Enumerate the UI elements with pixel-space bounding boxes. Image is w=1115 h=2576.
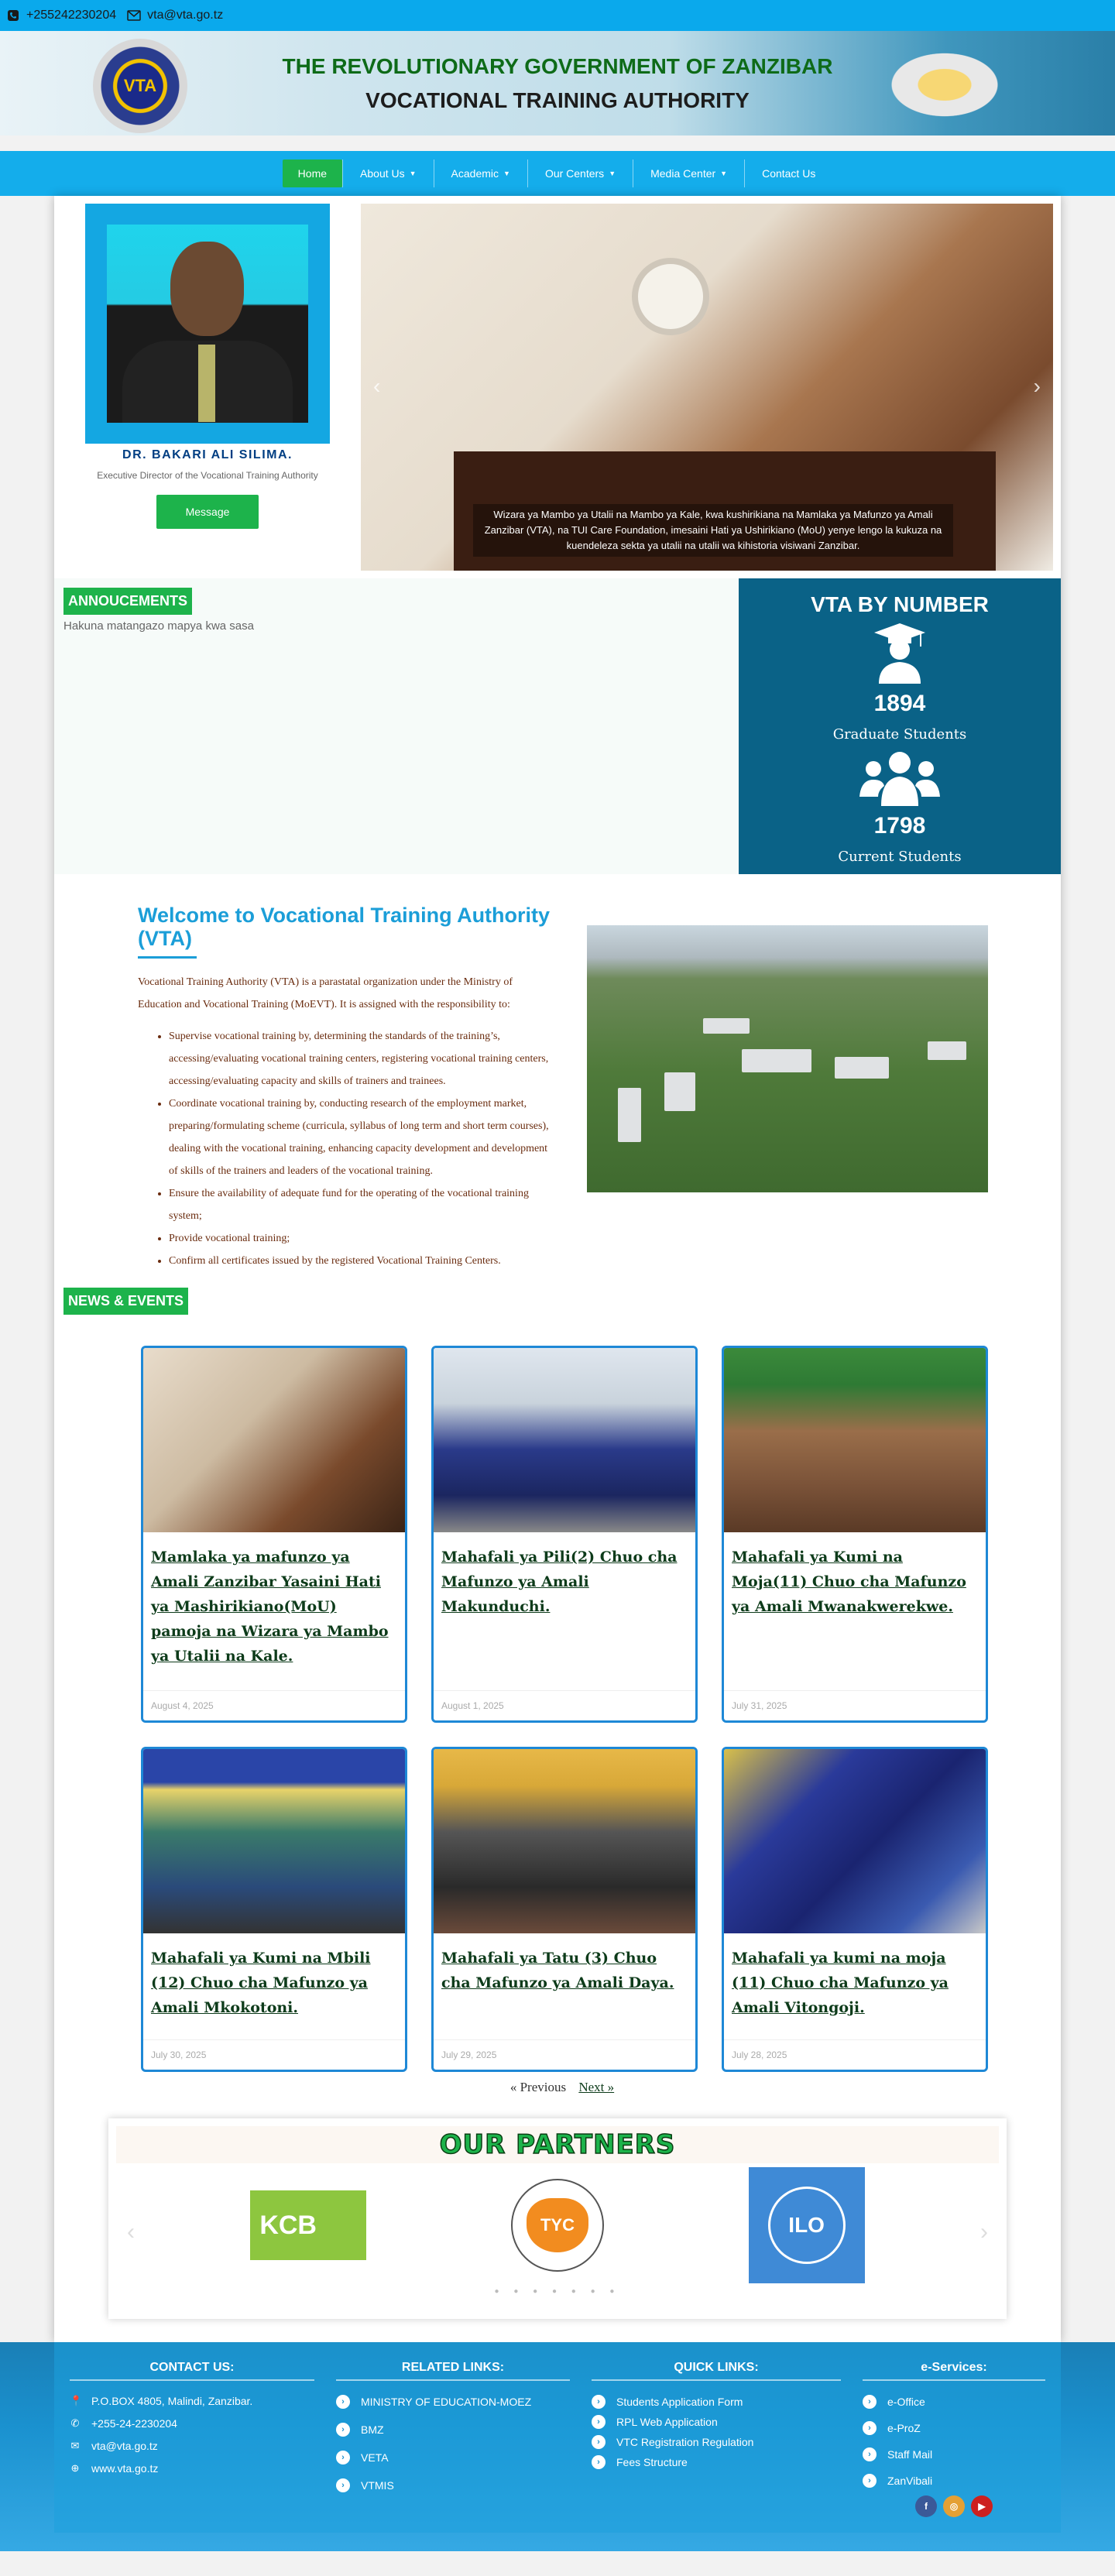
social-links xyxy=(863,2495,1045,2517)
link-text: BMZ xyxy=(361,2423,384,2436)
partners-heading-bar xyxy=(116,2126,999,2163)
news-card[interactable] xyxy=(141,1747,407,2072)
news-date: July 29, 2025 xyxy=(434,2039,695,2070)
contact-text: www.vta.go.tz xyxy=(91,2462,159,2475)
eservice-link[interactable] xyxy=(863,2474,1045,2488)
nav-label: About Us xyxy=(360,167,405,180)
nav-label: Media Center xyxy=(650,167,716,180)
list-item: • Provide vocational training; xyxy=(169,1227,556,1250)
welcome-section xyxy=(54,874,1061,1288)
nav-label: Contact Us xyxy=(762,167,816,180)
link-text: Fees Structure xyxy=(616,2456,688,2468)
news-title-link[interactable]: Mamlaka ya mafunzo ya Amali Zanzibar Yasaini Hati ya Mashirikiano(MoU) pamoja na Wizara ya Mambo ya Utalii na Kale. xyxy=(151,1549,389,1665)
contact-email[interactable] xyxy=(70,2440,314,2452)
graduate-label: Graduate Students xyxy=(832,726,967,743)
chevron-down-icon: ▼ xyxy=(720,170,728,177)
chevron-right-icon: › xyxy=(863,2447,877,2461)
slide-image-window xyxy=(632,258,709,335)
partners-prev-arrow[interactable]: ‹ xyxy=(127,2219,135,2245)
director-photo xyxy=(107,225,308,423)
announcements-panel xyxy=(54,578,739,874)
chevron-down-icon: ▼ xyxy=(609,170,616,177)
link-text: RPL Web Application xyxy=(616,2416,718,2428)
contact-text: P.O.BOX 4805, Malindi, Zanzibar. xyxy=(91,2395,253,2407)
nav-home[interactable] xyxy=(283,159,342,187)
title-underline xyxy=(138,956,197,959)
chevron-right-icon: › xyxy=(336,2423,350,2437)
footer-quick-title: QUICK LINKS: xyxy=(592,2361,841,2381)
nav-label: Academic xyxy=(451,167,499,180)
quick-link[interactable] xyxy=(592,2435,841,2449)
footer-related-links xyxy=(325,2361,581,2517)
related-link[interactable] xyxy=(336,2423,570,2437)
link-text: MINISTRY OF EDUCATION-MOEZ xyxy=(361,2396,532,2408)
link-text: e-Office xyxy=(887,2396,925,2408)
link-text: VETA xyxy=(361,2451,389,2464)
link-text: VTC Registration Regulation xyxy=(616,2436,754,2448)
welcome-title: Welcome to Vocational Training Authority (VTA) xyxy=(138,904,551,950)
news-heading: NEWS & EVENTS xyxy=(63,1288,188,1315)
related-link[interactable] xyxy=(336,2451,570,2465)
youtube-icon[interactable]: ▶ xyxy=(971,2495,993,2517)
main-nav xyxy=(0,151,1115,196)
graduate-icon xyxy=(739,622,1061,688)
globe-icon: ⊕ xyxy=(70,2462,80,2474)
link-text: Staff Mail xyxy=(887,2448,933,2461)
nav-our-centers[interactable] xyxy=(527,159,633,187)
partner-logo-ilo[interactable] xyxy=(749,2167,865,2283)
carousel-dots[interactable]: ● ● ● ● ● ● ● xyxy=(494,2287,621,2296)
news-card[interactable] xyxy=(141,1346,407,1723)
chevron-right-icon: › xyxy=(592,2435,606,2449)
partners-next-arrow[interactable]: › xyxy=(980,2219,988,2245)
announcements-heading: ANNOUCEMENTS xyxy=(63,588,192,615)
link-text: Students Application Form xyxy=(616,2396,743,2408)
nav-media-center[interactable] xyxy=(633,159,744,187)
photo-building xyxy=(742,1049,811,1072)
news-image[interactable] xyxy=(724,1348,986,1532)
link-text: e-ProZ xyxy=(887,2422,921,2434)
location-icon: 📍 xyxy=(70,2395,83,2406)
eservice-link[interactable] xyxy=(863,2395,1045,2409)
current-label: Current Students xyxy=(838,849,962,865)
photo-tie xyxy=(198,345,215,422)
top-contact-bar xyxy=(0,0,1115,31)
news-title-link[interactable]: Mahafali ya Kumi na Moja(11) Chuo cha Mafunzo ya Amali Mwanakwerekwe. xyxy=(732,1549,966,1615)
news-date: August 4, 2025 xyxy=(143,1690,405,1720)
current-count: 1798 xyxy=(873,813,926,839)
list-item: • Coordinate vocational training by, conducting research of the employment market, preparing/formulating scheme (curricula, syllabus of long term and short term courses), dealing with the vocational training, enhancing capacity development and development of skills of the trainers and leaders of the vocational training. xyxy=(169,1092,556,1182)
chevron-right-icon: › xyxy=(592,2395,606,2409)
news-title-link[interactable]: Mahafali ya Pili(2) Chuo cha Mafunzo ya Amali Makunduchi. xyxy=(441,1549,678,1615)
director-role: Executive Director of the Vocational Training Authority xyxy=(97,470,318,481)
contact-text: vta@vta.go.tz xyxy=(91,2440,158,2452)
slide-caption: Wizara ya Mambo ya Utalii na Mambo ya Kale, kwa kushirikiana na Mamlaka ya Mafunzo ya Amali Zanzibar (VTA), na TUI Care Foundation, imesaini Hati ya Ushirikiano (MoU) yenye lengo la kukuza na kuendeleza sekta ya utalii na utalii wa kihistoria visiwani Zanzibar. xyxy=(473,504,953,557)
photo-building xyxy=(928,1041,966,1060)
chevron-right-icon: › xyxy=(863,2395,877,2409)
eservice-link[interactable] xyxy=(863,2421,1045,2435)
photo-building xyxy=(703,1018,750,1034)
news-image[interactable] xyxy=(724,1749,986,1933)
topbar-email-text: vta@vta.go.tz xyxy=(147,9,224,22)
partners-title: OUR PARTNERS xyxy=(439,2129,676,2160)
chevron-down-icon: ▼ xyxy=(409,170,417,177)
news-date: July 30, 2025 xyxy=(143,2039,405,2070)
contact-text: +255-24-2230204 xyxy=(91,2417,177,2430)
users-icon xyxy=(739,750,1061,810)
pager-next[interactable]: Next » xyxy=(578,2080,615,2094)
contact-address xyxy=(70,2395,314,2407)
partners-logos xyxy=(116,2163,999,2287)
related-link[interactable] xyxy=(336,2478,570,2492)
link-text: VTMIS xyxy=(361,2479,394,2492)
welcome-text-column xyxy=(138,904,556,1272)
news-card[interactable] xyxy=(431,1346,698,1723)
news-card[interactable] xyxy=(722,1346,988,1723)
partner-logo-tyc[interactable] xyxy=(511,2179,604,2272)
responsibilities-list xyxy=(138,1025,556,1272)
quick-link[interactable] xyxy=(592,2415,841,2429)
news-date: July 28, 2025 xyxy=(724,2039,986,2070)
news-card[interactable] xyxy=(722,1747,988,2072)
instagram-icon[interactable]: ◎ xyxy=(943,2495,965,2517)
main-content xyxy=(54,196,1061,2342)
news-image[interactable] xyxy=(143,1749,405,1933)
contact-website[interactable] xyxy=(70,2462,314,2475)
vta-by-number-panel xyxy=(739,578,1061,874)
nav-label: Our Centers xyxy=(544,167,605,180)
partner-logo-text: TYC xyxy=(540,2215,575,2235)
zanzibar-coat-of-arms xyxy=(883,48,1007,122)
nav-label: Home xyxy=(297,167,328,180)
spacer xyxy=(54,2334,1061,2342)
nav-academic[interactable] xyxy=(434,159,527,187)
vta-logo[interactable] xyxy=(93,39,187,133)
nav-about-us[interactable] xyxy=(342,159,434,187)
news-section xyxy=(54,1288,1061,2095)
news-pagination xyxy=(63,2080,1061,2095)
partner-logo-text: ILO xyxy=(788,2213,825,2237)
related-link[interactable] xyxy=(336,2395,570,2409)
chevron-right-icon: › xyxy=(863,2474,877,2488)
news-image[interactable] xyxy=(434,1348,695,1532)
partner-logo-kcb[interactable] xyxy=(250,2190,366,2260)
envelope-icon xyxy=(127,9,141,22)
footer-inner xyxy=(54,2342,1061,2533)
list-item: • Confirm all certificates issued by the registered Vocational Training Centers. xyxy=(169,1250,556,1272)
news-title-link[interactable]: Mahafali ya Kumi na Mbili (12) Chuo cha Mafunzo ya Amali Mkokotoni. xyxy=(151,1950,371,2016)
footer-eservices xyxy=(852,2361,1045,2517)
site-footer xyxy=(0,2342,1115,2551)
announcements-stats-section xyxy=(54,578,1061,874)
photo-building xyxy=(618,1088,641,1142)
campus-aerial-photo xyxy=(587,925,988,1192)
quick-link[interactable] xyxy=(592,2455,841,2469)
topbar-email[interactable] xyxy=(127,9,223,22)
news-date: July 31, 2025 xyxy=(724,1690,986,1720)
footer-quick-links xyxy=(581,2361,852,2517)
envelope-icon: ✉ xyxy=(70,2440,80,2451)
news-card[interactable] xyxy=(431,1747,698,2072)
stats-title: VTA BY NUMBER xyxy=(811,592,989,616)
vta-logo-text: VTA xyxy=(123,76,157,95)
chevron-down-icon: ▼ xyxy=(503,170,510,177)
footer-eservices-title: e-Services: xyxy=(863,2361,1045,2381)
banner-title-government: THE REVOLUTIONARY GOVERNMENT OF ZANZIBAR xyxy=(282,53,833,78)
phone-icon: ✆ xyxy=(70,2417,80,2429)
news-title-link[interactable]: Mahafali ya Tatu (3) Chuo cha Mafunzo ya Amali Daya. xyxy=(441,1950,674,1991)
news-grid xyxy=(63,1315,1061,2072)
pager-previous[interactable]: « Previous xyxy=(509,2080,567,2094)
eservice-link[interactable] xyxy=(863,2447,1045,2461)
footer-contact xyxy=(70,2361,325,2517)
spacer xyxy=(0,135,1115,151)
topbar-phone-text: +255242230204 xyxy=(26,9,117,22)
photo-building xyxy=(664,1072,695,1111)
partners-section xyxy=(108,2118,1007,2319)
director-name: DR. BAKARI ALI SILIMA. xyxy=(122,448,293,461)
list-item: • Supervise vocational training by, determining the standards of the training’s, accessing/evaluating vocational training centers, registering vocational training centers, accessing/evaluating capacity and skills of trainers and trainees. xyxy=(169,1025,556,1092)
slider-next-arrow[interactable]: › xyxy=(1033,374,1041,398)
chevron-right-icon: › xyxy=(336,2478,350,2492)
banner-title-authority: VOCATIONAL TRAINING AUTHORITY xyxy=(365,87,750,112)
photo-building xyxy=(835,1057,889,1079)
chevron-right-icon: › xyxy=(592,2455,606,2469)
news-date: August 1, 2025 xyxy=(434,1690,695,1720)
director-photo-frame xyxy=(85,204,330,444)
site-banner xyxy=(0,31,1115,135)
footer-contact-title: CONTACT US: xyxy=(70,2361,314,2381)
news-image[interactable] xyxy=(434,1749,695,1933)
nav-contact-us[interactable] xyxy=(744,159,832,187)
news-title-link[interactable]: Mahafali ya kumi na moja (11) Chuo cha Mafunzo ya Amali Vitongoji. xyxy=(732,1950,949,2016)
phone-icon xyxy=(6,9,20,22)
chevron-right-icon: › xyxy=(592,2415,606,2429)
chevron-right-icon: › xyxy=(336,2395,350,2409)
topbar-phone[interactable] xyxy=(6,9,116,22)
news-image[interactable] xyxy=(143,1348,405,1532)
hero-section xyxy=(54,196,1061,578)
facebook-icon[interactable]: f xyxy=(915,2495,937,2517)
welcome-intro: Vocational Training Authority (VTA) is a parastatal organization under the Ministry of Education and Vocational Training (MoEVT). It is assigned with the responsibility to: xyxy=(138,976,513,1010)
chevron-right-icon: › xyxy=(336,2451,350,2465)
chevron-right-icon: › xyxy=(863,2421,877,2435)
contact-phone[interactable] xyxy=(70,2417,314,2430)
list-item: • Ensure the availability of adequate fund for the operating of the vocational training system; xyxy=(169,1182,556,1227)
message-button[interactable]: Message xyxy=(156,495,259,529)
footer-related-title: RELATED LINKS: xyxy=(336,2361,570,2381)
image-slider[interactable] xyxy=(361,204,1053,571)
graduate-count: 1894 xyxy=(873,691,926,716)
link-text: ZanVibali xyxy=(887,2475,933,2487)
slider-prev-arrow[interactable]: ‹ xyxy=(373,374,381,398)
partner-logo-text: KCB xyxy=(259,2210,317,2240)
announcements-text: Hakuna matangazo mapya kwa sasa xyxy=(63,619,254,633)
director-profile xyxy=(85,204,330,571)
quick-link[interactable] xyxy=(592,2395,841,2409)
photo-head xyxy=(170,242,244,336)
